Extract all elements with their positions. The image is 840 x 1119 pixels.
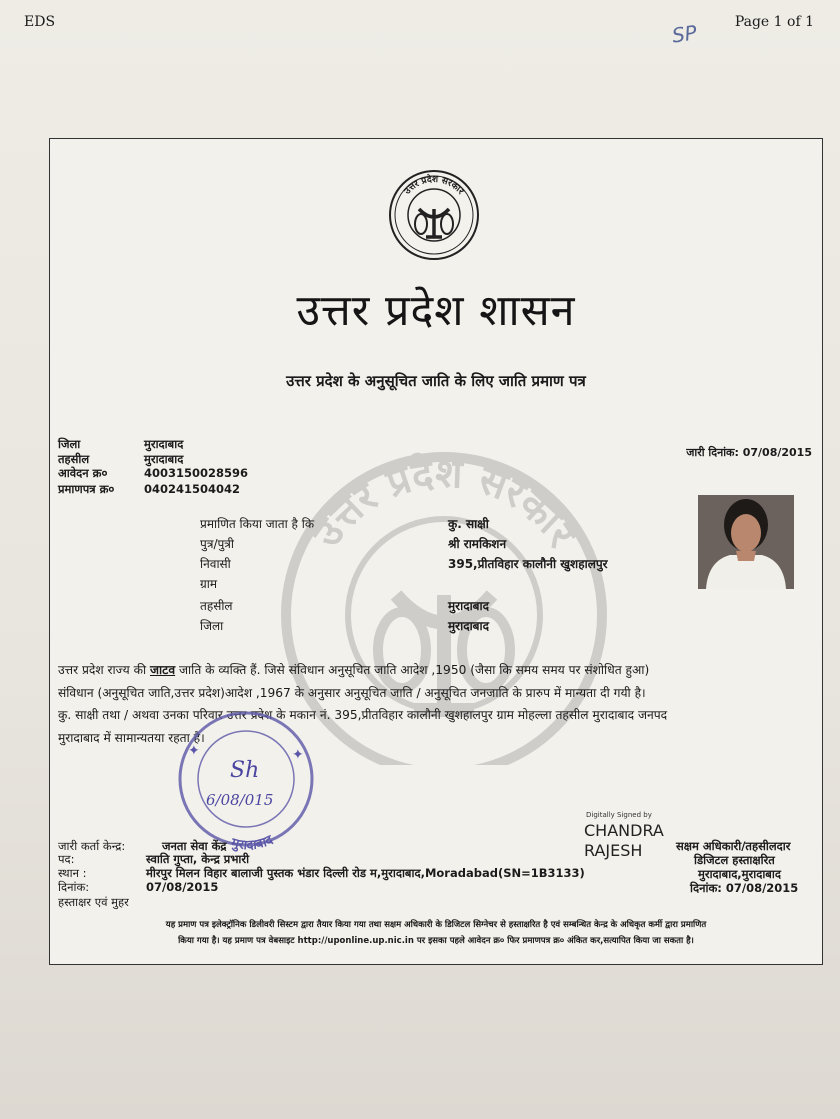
- officer-line-1: सक्षम अधिकारी/तहसीलदार: [676, 839, 791, 853]
- meta-value: मुरादाबाद: [144, 451, 184, 466]
- stamp-date: 6/08/015: [206, 791, 274, 809]
- issuer-label: दिनांक:: [58, 880, 90, 894]
- issuer-value: मीरपुर मिलन विहार बालाजी पुस्तक भंडार दिल्ली रोड म,मुरादाबाद,Moradabad(SN=1B3133): [146, 866, 585, 880]
- header-left-label: EDS: [24, 14, 56, 30]
- issuer-row-center: [58, 839, 658, 853]
- issuer-label: जारी कर्ता केन्द्र:: [58, 839, 126, 853]
- issuer-row-place: [58, 866, 658, 880]
- footer-line-2: किया गया है। यह प्रमाण पत्र वेबसाइट http://uponline.up.nic.in पर इसका पहले आवेदन क्र० फिर प्रमाणपत्र क्र० अंकित कर,सत्यापित किया जा सकता है।: [178, 936, 694, 946]
- meta-label: तहसील: [58, 451, 90, 466]
- issuer-value: जनता सेवा केंद्र: [162, 839, 227, 853]
- meta-row-application-no: [58, 466, 318, 480]
- office-stamp: [168, 705, 324, 855]
- issuer-value: 07/08/2015: [146, 880, 219, 894]
- issuer-label: स्थान :: [58, 866, 87, 880]
- certify-block: [200, 515, 720, 641]
- state-emblem: [384, 167, 484, 261]
- statement-line-4: मुरादाबाद में सामान्यतया रहता है।: [58, 730, 205, 745]
- statement-text: उत्तर प्रदेश राज्य की: [58, 663, 150, 677]
- certify-value: श्री रामकिशन: [448, 537, 507, 551]
- officer-block: [676, 839, 798, 895]
- meta-value: मुरादाबाद: [144, 437, 184, 451]
- footer-line-1: यह प्रमाण पत्र इलेक्ट्रॉनिक डिलीवरी सिस्टम द्वारा तैयार किया गया तथा सक्षम अधिकारी के डिजिटल सिग्नेचर से हस्ताक्षरित है एवं सम्बन्धित केन्द्र के अधिकृत कर्मी द्वारा प्रमाणित: [165, 920, 707, 930]
- stamp-text: मुरादाबाद: [229, 832, 276, 854]
- issuer-row-date: [58, 880, 658, 894]
- meta-label: आवेदन क्र०: [58, 466, 108, 480]
- footer-note: [58, 917, 814, 949]
- certify-label: प्रमाणित किया जाता है कि: [200, 517, 315, 531]
- stamp-initials: Sh: [230, 758, 260, 783]
- meta-row-district: [58, 437, 318, 451]
- stamp-star-icon: ✦: [292, 747, 304, 763]
- certify-value: 395,प्रीतविहार कालौनी खुशहालपुर: [448, 557, 608, 571]
- meta-label: प्रमाणपत्र क्र०: [58, 482, 115, 496]
- meta-row-tehsil: [58, 452, 318, 466]
- officer-line-4: दिनांक: 07/08/2015: [690, 881, 799, 895]
- certify-label: जिला: [200, 619, 224, 633]
- certify-label: पुत्र/पुत्री: [200, 537, 235, 551]
- meta-value: 040241504042: [144, 482, 241, 496]
- emblem-text: उत्तर प्रदेश सरकार: [402, 174, 466, 197]
- certificate-frame: [49, 138, 823, 965]
- certify-row-address: [200, 555, 720, 575]
- statement-line-1: [58, 659, 814, 682]
- meta-label: जिला: [58, 437, 81, 451]
- issuer-row-post: [58, 852, 658, 866]
- issuer-value: स्वाति गुप्ता, केन्द्र प्रभारी: [146, 852, 250, 866]
- officer-line-3: मुरादाबाद,मुरादाबाद: [698, 867, 781, 881]
- meta-row-certificate-no: [58, 482, 318, 496]
- handwritten-mark: SP: [670, 20, 699, 48]
- certify-row-tehsil: [200, 597, 720, 617]
- digital-signer: [584, 821, 664, 861]
- certify-label: ग्राम: [200, 577, 218, 591]
- officer-line-2: डिजिटल हस्ताक्षरित: [694, 853, 775, 867]
- certify-value: मुरादाबाद: [448, 599, 490, 613]
- issuer-label: पद:: [58, 852, 75, 866]
- certify-row-village: [200, 575, 720, 595]
- certify-value: मुरादाबाद: [448, 619, 490, 633]
- issuer-row-signature: [58, 895, 658, 909]
- certify-value: कु. साक्षी: [448, 517, 489, 531]
- issuer-block: [50, 839, 670, 913]
- statement-line-2: संविधान (अनुसूचित जाति,उत्तर प्रदेश)आदेश ,1967 के अनुसार अनुसूचित जाति / अनुसूचित जनजाति के प्रारुप में मान्यता दी गयी है।: [58, 685, 646, 700]
- page-number: Page 1 of 1: [734, 14, 814, 30]
- caste-name: जाटव: [149, 663, 176, 677]
- meta-value: 4003150028596: [144, 466, 249, 480]
- statement-line-3: कु. साक्षी तथा / अथवा उनका परिवार उत्तर प्रदेश के मकान नं. 395,प्रीतविहार कालौनी खुशहालपुर ग्राम मोहल्ला तहसील मुरादाबाद जनपद: [58, 708, 668, 722]
- watermark-text: उत्तर प्रदेश सरकार: [303, 450, 585, 556]
- digital-signature-caption: Digitally Signed by: [586, 811, 652, 819]
- statement-text: जाति के व्यक्ति हैं. जिसे संविधान अनुसूचित जाति आदेश ,1950 (जैसा कि समय समय पर संशोधित हुआ): [175, 663, 650, 677]
- certify-label: निवासी: [200, 557, 231, 571]
- certificate-heading: उत्तर प्रदेश शासन: [296, 286, 576, 336]
- stamp-star-icon: ✦: [188, 743, 200, 759]
- signer-name-line-2: RAJESH: [584, 841, 643, 860]
- certify-row-name: [200, 515, 720, 535]
- certificate-subtitle: उत्तर प्रदेश के अनुसूचित जाति के लिए जाति प्रमाण पत्र: [286, 372, 586, 390]
- meta-block: [58, 437, 318, 499]
- issue-date: जारी दिनांक: 07/08/2015: [686, 446, 812, 459]
- signer-name-line-1: CHANDRA: [584, 821, 664, 840]
- certify-row-district: [200, 617, 720, 637]
- certify-label: तहसील: [200, 599, 233, 613]
- issuer-label: हस्ताक्षर एवं मुहर: [58, 895, 129, 909]
- certify-row-parent: [200, 535, 720, 555]
